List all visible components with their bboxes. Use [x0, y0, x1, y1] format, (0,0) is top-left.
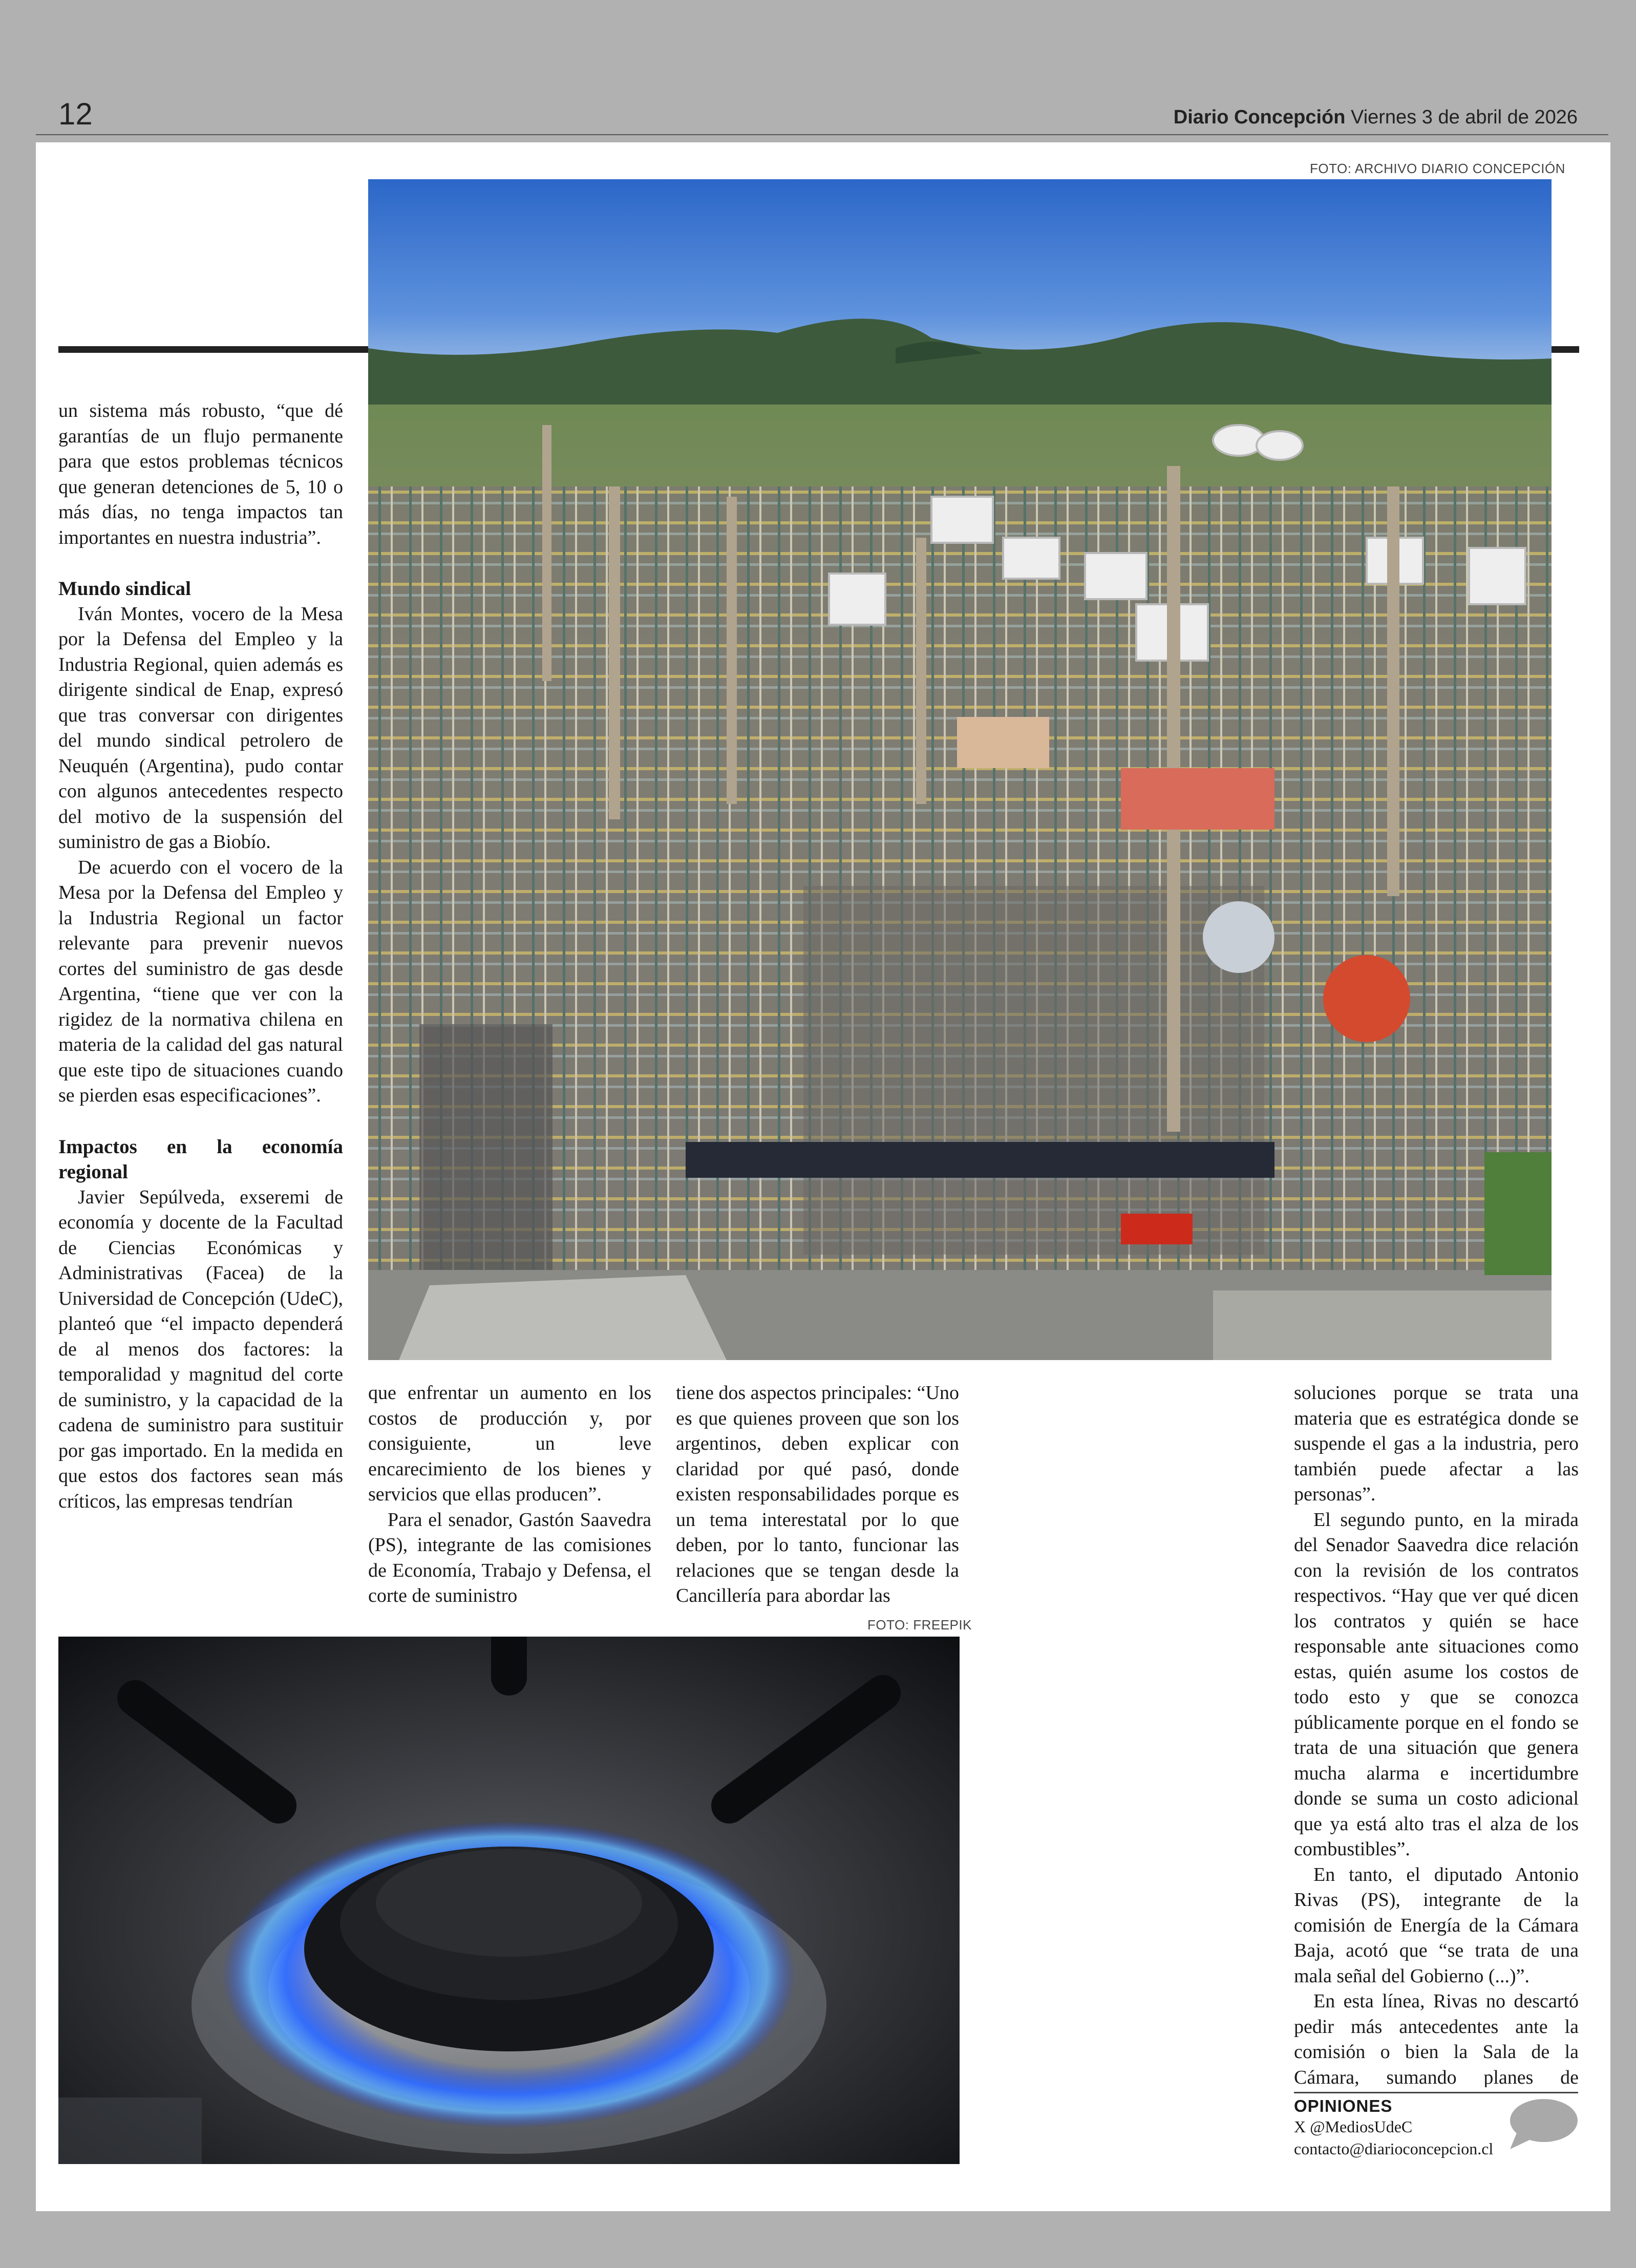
article-column-5 [1294, 1381, 1579, 2087]
header-rule [36, 134, 1608, 135]
article-column-1 [58, 398, 343, 1607]
refinery-illustration [368, 179, 1552, 1360]
refinery-aerial-photo [368, 179, 1552, 1360]
article-column-3 [676, 1381, 959, 1611]
col1-intro: un sistema más robusto, “que dé garantías de un flujo permanente para que estos problemas técnicos que generan detenciones de 5, 10 o más días, no tenga impactos tan importantes en nuestra industria”. [58, 400, 343, 548]
section-rule-left [58, 346, 368, 353]
opiniones-x-handle[interactable]: X @MediosUdeC [1294, 2117, 1413, 2136]
col1-paragraph-1: Iván Montes, vocero de la Mesa por la Defensa del Empleo y la Industria Regional, quien además es dirigente sindical de Enap, expresó que tras conversar con dirigentes del mundo sindical petrolero de Neuquén (Argentina), pudo contar con algunos antecedentes respecto del motivo de la suspensión del suministro de gas a Biobío. [58, 603, 343, 853]
article-column-2 [368, 1381, 651, 1611]
gas-stove-burner-photo [58, 1637, 960, 2164]
col2-paragraph-2: Para el senador, Gastón Saavedra (PS), integrante de las comisiones de Economía, Trabajo y Defensa, el corte de suministro [368, 1509, 651, 1606]
col5-paragraph-3: En tanto, el diputado Antonio Rivas (PS), integrante de la comisión de Energía de la Cámara Baja, acotó que “se trata de una mala señal del Gobierno (...)”. [1294, 1863, 1579, 1987]
col1-paragraph-2: De acuerdo con el vocero de la Mesa por la Defensa del Empleo y la Industria Regional un factor relevante para prevenir nuevos cortes del suministro de gas desde Argentina, “tiene que ver con la rigidez de la normativa chilena en materia de la calidad del gas natural que este tipo de situaciones cuando se pierden esas especificaciones”. [58, 856, 343, 1106]
col3-paragraph-1: tiene dos aspectos principales: “Uno es que quienes proveen que son los argentinos, deben explicar con claridad por qué pasó, donde existen responsabilidades porque es un tema interestatal por lo que deben, por lo tanto, funcionar las relaciones que se tengan desde la Cancillería para abordar las [676, 1382, 959, 1606]
masthead-date [1174, 107, 1578, 129]
opiniones-title: OPINIONES [1294, 2096, 1393, 2115]
subheading-mundo-sindical: Mundo sindical [58, 578, 192, 600]
speech-bubble-icon [1507, 2096, 1579, 2152]
section-rule-right [1552, 346, 1579, 353]
photo-credit-bottom: FOTO: FREEPIK [867, 1617, 972, 1633]
paragraph-gap [58, 1109, 343, 1134]
col5-paragraph-4: En esta línea, Rivas no descartó pedir más antecedentes ante la comisión o bien la Sala de la Cámara, sumando planes de [1294, 1990, 1579, 2087]
paragraph-gap [58, 550, 343, 576]
newspaper-name: Diario Concepción [1173, 107, 1346, 128]
issue-date: Viernes 3 de abril de 2026 [1351, 107, 1578, 128]
col5-paragraph-1: soluciones porque se trata una materia que es estratégica donde se suspende el gas a la industria, pero también puede afectar a las personas”. [1294, 1382, 1579, 1505]
photo-credit-top: FOTO: ARCHIVO DIARIO CONCEPCIÓN [1310, 161, 1565, 176]
opiniones-email[interactable]: contacto@diarioconcepcion.cl [1294, 2139, 1494, 2158]
col5-paragraph-2: El segundo punto, en la mirada del Senador Saavedra dice relación con la revisión de los contratos respectivos. “Hay que ver qué dicen los contratos y quién se hace responsable ante situaciones como estas, quién asume los costos de todo esto y que se conozca públicamente porque en el fondo se trata de una situación que genera mucha alarma e incertidumbre donde se suma un costo adicional que ya está alto tras el alza de los combustibles”. [1294, 1509, 1579, 1860]
col1-paragraph-3: Javier Sepúlveda, exseremi de economía y docente de la Facultad de Ciencias Económicas y Administrativas (Facea) de la Universidad de Concepción (UdeC), planteó que “el impacto dependerá de al menos dos factores: la temporalidad y magnitud del corte de suministro, y la capacidad de la cadena de suministro para sustituir por gas importado. En la medida en que estos dos factores sean más críticos, las empresas tendrían [58, 1186, 343, 1512]
col2-paragraph-1: que enfrentar un aumento en los costos de producción y, por consiguiente, un leve encarecimiento de los bienes y servicios que ellas producen”. [368, 1382, 651, 1505]
opiniones-rule [1294, 2092, 1578, 2093]
page-number: 12 [58, 97, 93, 131]
subheading-impactos: Impactos en la economía regional [58, 1135, 343, 1183]
stove-illustration [58, 1637, 960, 2164]
